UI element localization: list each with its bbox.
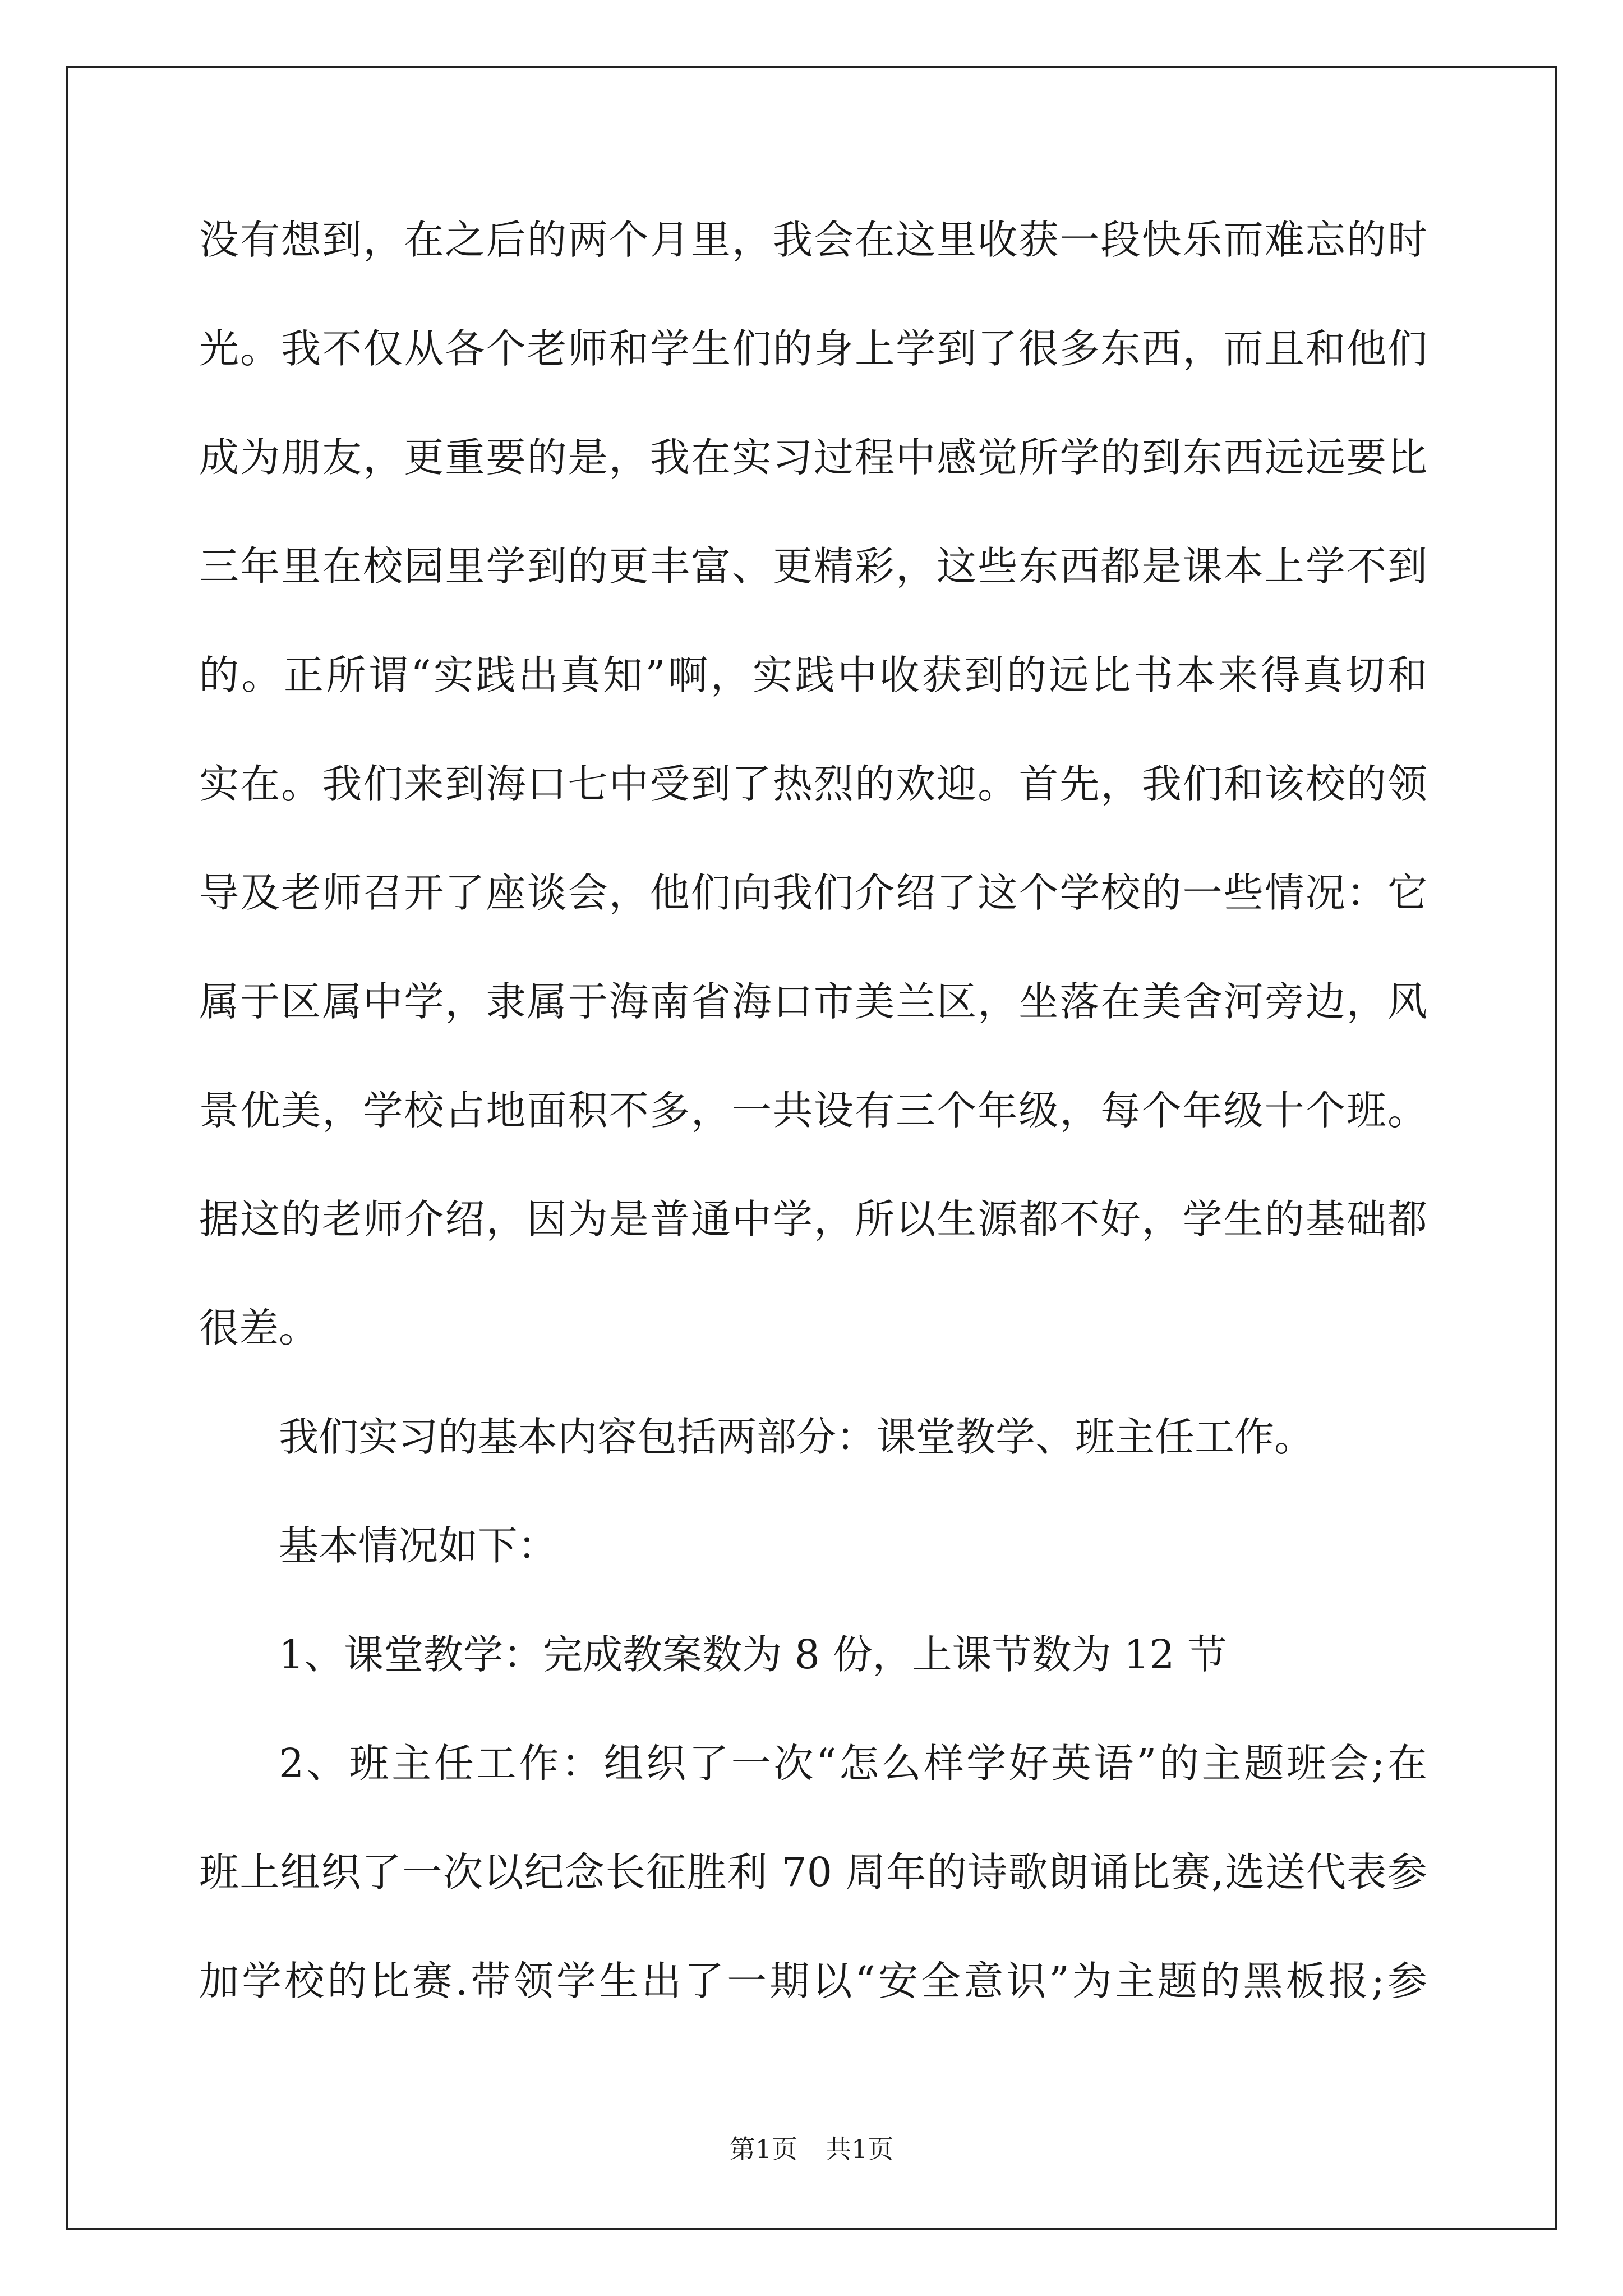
text-line: 的。正所谓“实践出真知”啊，实践中收获到的远比书本来得真切和 [199,652,1427,698]
text-line: 没有想到，在之后的两个月里，我会在这里收获一段快乐而难忘的时 [199,217,1427,263]
text-line: 成为朋友，更重要的是，我在实习过程中感觉所学的到东西远远要比 [199,434,1427,481]
text-line: 加学校的比赛.带领学生出了一期以“安全意识”为主题的黑板报;参 [199,1958,1427,2004]
page-total: 共1页 [826,2134,894,2164]
text-line: 光。我不仅从各个老师和学生们的身上学到了很多东西，而且和他们 [199,325,1427,372]
text-line: 基本情况如下： [279,1522,558,1569]
page-number: 第1页 [729,2134,797,2164]
text-line: 我们实习的基本内容包括两部分：课堂教学、班主任工作。 [279,1414,1315,1460]
text-line: 三年里在校园里学到的更丰富、更精彩，这些东西都是课本上学不到 [199,543,1427,590]
text-line: 2、班主任工作：组织了一次“怎么样学好英语”的主题班会;在 [279,1740,1427,1787]
text-line: 1、课堂教学：完成教案数为 8 份，上课节数为 12 节 [279,1631,1227,1678]
text-line: 据这的老师介绍，因为是普通中学，所以生源都不好，学生的基础都 [199,1196,1427,1243]
text-line: 班上组织了一次以纪念长征胜利 70 周年的诗歌朗诵比赛,选送代表参 [199,1849,1427,1895]
text-line: 实在。我们来到海口七中受到了热烈的欢迎。首先，我们和该校的领 [199,761,1427,807]
text-line: 景优美，学校占地面积不多，一共设有三个年级，每个年级十个班。 [199,1087,1427,1134]
page-footer [0,2136,1623,2162]
document-body [199,217,1427,2070]
text-line: 属于区属中学，隶属于海南省海口市美兰区，坐落在美舍河旁边，风 [199,978,1427,1025]
text-line: 很差。 [199,1305,319,1351]
text-line: 导及老师召开了座谈会，他们向我们介绍了这个学校的一些情况：它 [199,869,1427,916]
